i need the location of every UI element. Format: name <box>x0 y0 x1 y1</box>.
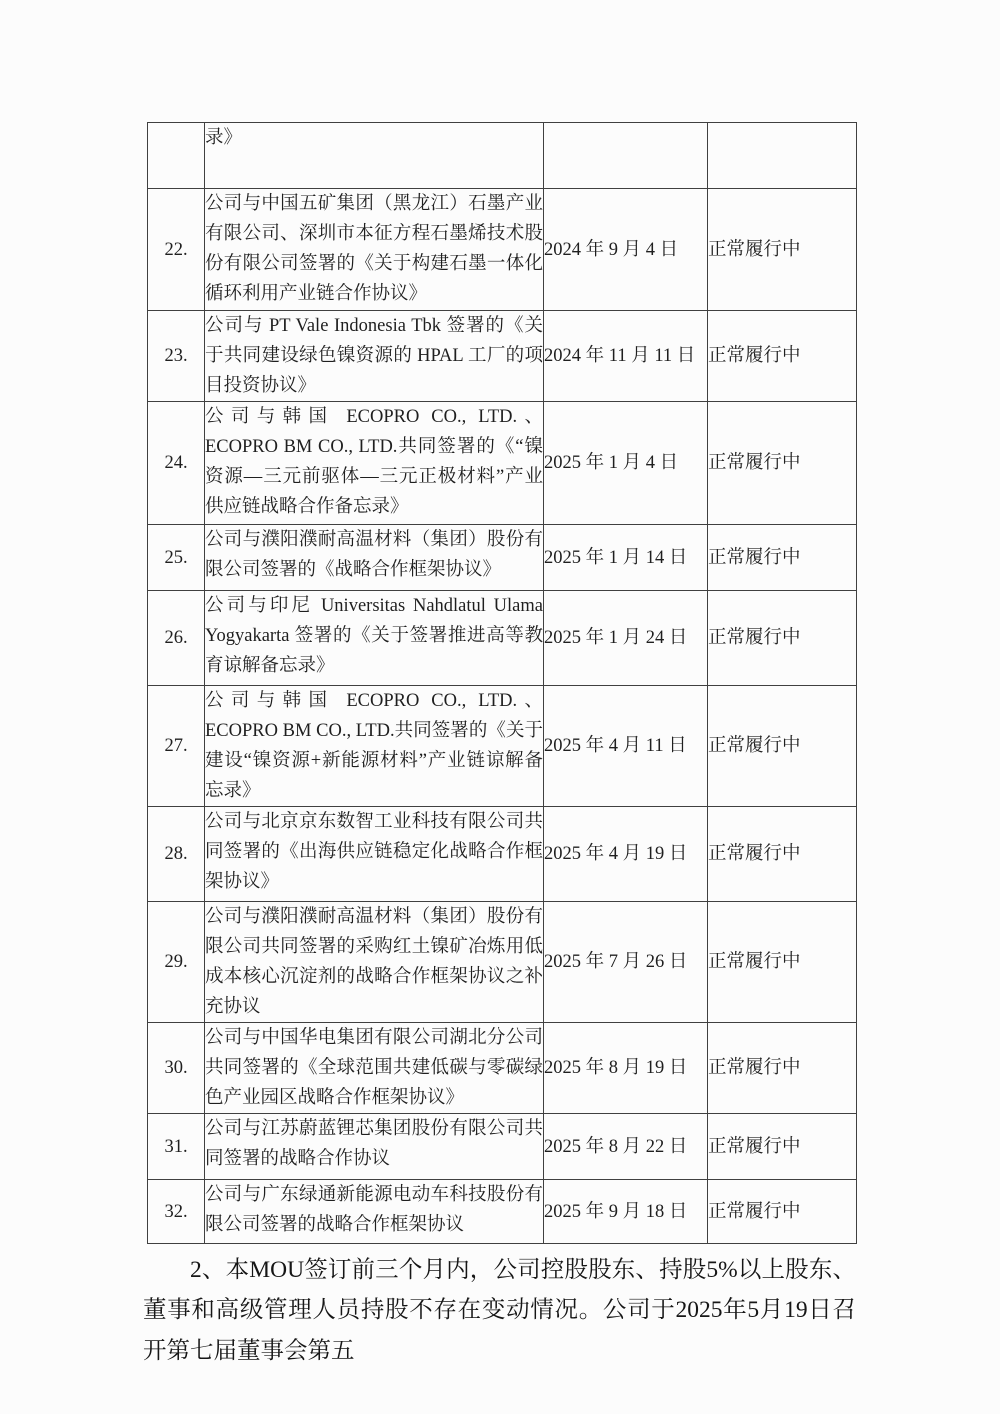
table-row <box>148 311 857 402</box>
sign-date-cell: 2025 年 1 月 4 日 <box>544 402 708 525</box>
sign-date-cell: 2025 年 8 月 22 日 <box>544 1114 708 1180</box>
shareholding-change-paragraph: 2、本MOU签订前三个月内，公司控股股东、持股5%以上股东、董事和高级管理人员持股不存在变动情况。公司于2025年5月19日召开第七届董事会第五 <box>143 1256 856 1364</box>
status-cell <box>708 123 857 189</box>
agreement-description-cell: 录》 <box>205 123 544 189</box>
table-row-carryover <box>148 123 857 189</box>
agreement-description-cell: 公司与濮阳濮耐高温材料（集团）股份有限公司共同签署的采购红土镍矿冶炼用低成本核心沉淀剂的战略合作框架协议之补充协议 <box>205 902 544 1023</box>
status-cell: 正常履行中 <box>708 1114 857 1180</box>
table-row <box>148 1180 857 1244</box>
table-row <box>148 1114 857 1180</box>
table-row <box>148 807 857 902</box>
row-number-cell: 25. <box>148 525 205 591</box>
sign-date-cell: 2025 年 1 月 24 日 <box>544 591 708 686</box>
sign-date-cell: 2025 年 8 月 19 日 <box>544 1023 708 1114</box>
row-number-cell: 27. <box>148 686 205 807</box>
agreement-description-cell: 公司与韩国 ECOPRO CO., LTD.、ECOPRO BM CO., LTD.共同签署的《关于建设“镍资源+新能源材料”产业链谅解备忘录》 <box>205 686 544 807</box>
row-number-cell: 22. <box>148 189 205 311</box>
status-cell: 正常履行中 <box>708 591 857 686</box>
sign-date-cell: 2025 年 1 月 14 日 <box>544 525 708 591</box>
table-row <box>148 525 857 591</box>
agreement-description-cell: 公司与印尼 Universitas Nahdlatul Ulama Yogyakarta 签署的《关于签署推进高等教育谅解备忘录》 <box>205 591 544 686</box>
status-cell: 正常履行中 <box>708 189 857 311</box>
row-number-cell: 26. <box>148 591 205 686</box>
table-row <box>148 686 857 807</box>
status-cell: 正常履行中 <box>708 902 857 1023</box>
sign-date-cell: 2025 年 7 月 26 日 <box>544 902 708 1023</box>
agreement-description-cell: 公司与 PT Vale Indonesia Tbk 签署的《关于共同建设绿色镍资源的 HPAL 工厂的项目投资协议》 <box>205 311 544 402</box>
table-row <box>148 1023 857 1114</box>
sign-date-cell: 2025 年 4 月 19 日 <box>544 807 708 902</box>
status-cell: 正常履行中 <box>708 1023 857 1114</box>
agreement-description-cell: 公司与韩国 ECOPRO CO., LTD.、ECOPRO BM CO., LTD.共同签署的《“镍资源—三元前驱体—三元正极材料”产业供应链战略合作备忘录》 <box>205 402 544 525</box>
table-row <box>148 402 857 525</box>
sign-date-cell <box>544 123 708 189</box>
mou-table <box>147 122 857 1244</box>
agreement-description-cell: 公司与北京京东数智工业科技有限公司共同签署的《出海供应链稳定化战略合作框架协议》 <box>205 807 544 902</box>
table-row <box>148 189 857 311</box>
table-row <box>148 902 857 1023</box>
sign-date-cell: 2024 年 11 月 11 日 <box>544 311 708 402</box>
row-number-cell: 29. <box>148 902 205 1023</box>
status-cell: 正常履行中 <box>708 402 857 525</box>
row-number-cell: 30. <box>148 1023 205 1114</box>
row-number-cell: 24. <box>148 402 205 525</box>
sign-date-cell: 2024 年 9 月 4 日 <box>544 189 708 311</box>
row-number-cell: 23. <box>148 311 205 402</box>
row-number-cell: 31. <box>148 1114 205 1180</box>
table-row <box>148 591 857 686</box>
agreement-description-cell: 公司与濮阳濮耐高温材料（集团）股份有限公司签署的《战略合作框架协议》 <box>205 525 544 591</box>
status-cell: 正常履行中 <box>708 807 857 902</box>
sign-date-cell: 2025 年 4 月 11 日 <box>544 686 708 807</box>
row-number-cell <box>148 123 205 189</box>
status-cell: 正常履行中 <box>708 686 857 807</box>
status-cell: 正常履行中 <box>708 1180 857 1244</box>
row-number-cell: 28. <box>148 807 205 902</box>
agreement-description-cell: 公司与中国五矿集团（黑龙江）石墨产业有限公司、深圳市本征方程石墨烯技术股份有限公司签署的《关于构建石墨一体化循环利用产业链合作协议》 <box>205 189 544 311</box>
agreement-description-cell: 公司与中国华电集团有限公司湖北分公司共同签署的《全球范围共建低碳与零碳绿色产业园区战略合作框架协议》 <box>205 1023 544 1114</box>
status-cell: 正常履行中 <box>708 525 857 591</box>
sign-date-cell: 2025 年 9 月 18 日 <box>544 1180 708 1244</box>
agreement-description-cell: 公司与广东绿通新能源电动车科技股份有限公司签署的战略合作框架协议 <box>205 1180 544 1244</box>
status-cell: 正常履行中 <box>708 311 857 402</box>
mou-table-body <box>148 123 857 1244</box>
agreement-description-cell: 公司与江苏蔚蓝锂芯集团股份有限公司共同签署的战略合作协议 <box>205 1114 544 1180</box>
row-number-cell: 32. <box>148 1180 205 1244</box>
